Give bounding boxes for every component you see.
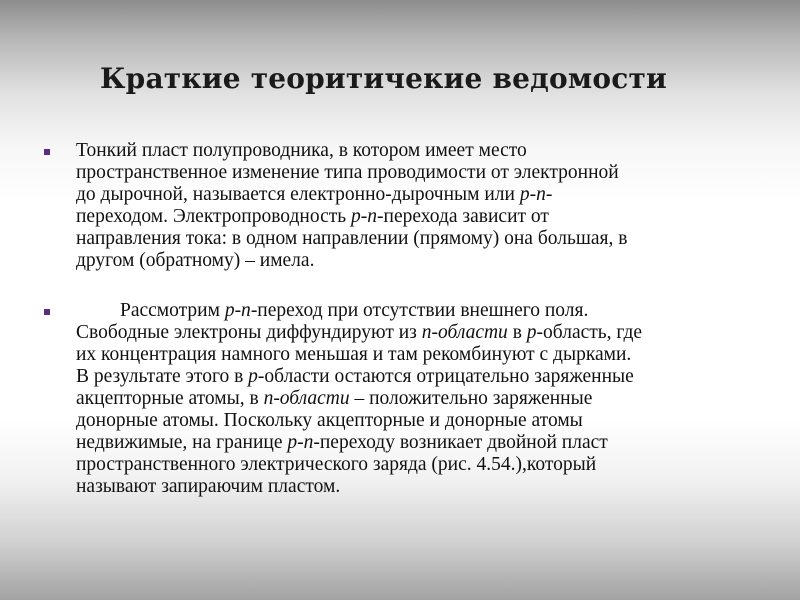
text-line [76, 228, 744, 250]
italic-run: p-n [287, 432, 314, 453]
text-line [76, 250, 744, 272]
text-run: направления тока: в одном направлении (прямому) она большая, в [76, 228, 628, 249]
italic-run: p [526, 322, 537, 343]
text-run: Рассмотрим [120, 300, 225, 321]
text-run: другом (обратному) – имела. [76, 250, 315, 271]
text-line [76, 140, 744, 162]
text-run: -области остаются отрицательно заряженные [257, 366, 634, 387]
text-run: называют запираючим пластом. [76, 476, 341, 497]
bullet-item [44, 300, 744, 498]
italic-run: n-области [263, 388, 350, 409]
text-line [76, 184, 744, 206]
text-run: – положительно заряженные [349, 388, 593, 409]
text-run: Свободные электроны диффундируют из [76, 322, 422, 343]
text-run: -область, где [536, 322, 643, 343]
text-run: -перехода зависит от [377, 206, 549, 227]
text-line [76, 410, 744, 432]
text-run: пространственное изменение типа проводимости от электронной [76, 162, 619, 183]
text-line [76, 432, 744, 454]
bullet-list [44, 140, 744, 498]
bullet-item [44, 140, 744, 272]
text-run: пространственного электрического заряда (рис. 4.54.),который [76, 454, 597, 475]
text-line [76, 322, 744, 344]
square-bullet-icon [44, 309, 50, 315]
text-run: донорные атомы. Поскольку акцепторные и донорные атомы [76, 410, 583, 431]
text-line [76, 476, 744, 498]
text-run: переходом. Электропроводность [76, 206, 352, 227]
italic-run: n-области [421, 322, 508, 343]
text-run: акцепторные атомы, в [76, 388, 264, 409]
italic-run: p [248, 366, 258, 387]
bullet-text [76, 140, 744, 272]
text-run: Тонкий пласт полупроводника, в котором имеет место [76, 140, 527, 161]
italic-run: p-n [224, 300, 251, 321]
text-run: до дырочной, называется електронно-дырочным или [76, 184, 520, 205]
text-line [76, 388, 744, 410]
text-run: в [507, 322, 527, 343]
bullet-text [76, 300, 744, 498]
text-run: их концентрация намного меньшая и там рекомбинуют с дырками. [76, 344, 632, 365]
text-line [76, 366, 744, 388]
italic-run: p-n- [519, 184, 553, 205]
text-line [76, 344, 744, 366]
text-run: -переходу возникает двойной пласт [313, 432, 608, 453]
text-run: -переход при отсутствии внешнего поля. [250, 300, 589, 321]
italic-run: p-n [351, 206, 378, 227]
text-run: недвижимые, на границе [76, 432, 288, 453]
text-line [76, 454, 744, 476]
text-line [76, 206, 744, 228]
text-run: В результате этого в [76, 366, 249, 387]
square-bullet-icon [44, 149, 50, 155]
slide-title: Краткие теоритичекие ведомости [100, 62, 668, 95]
text-line [76, 162, 744, 184]
text-line [76, 300, 744, 322]
